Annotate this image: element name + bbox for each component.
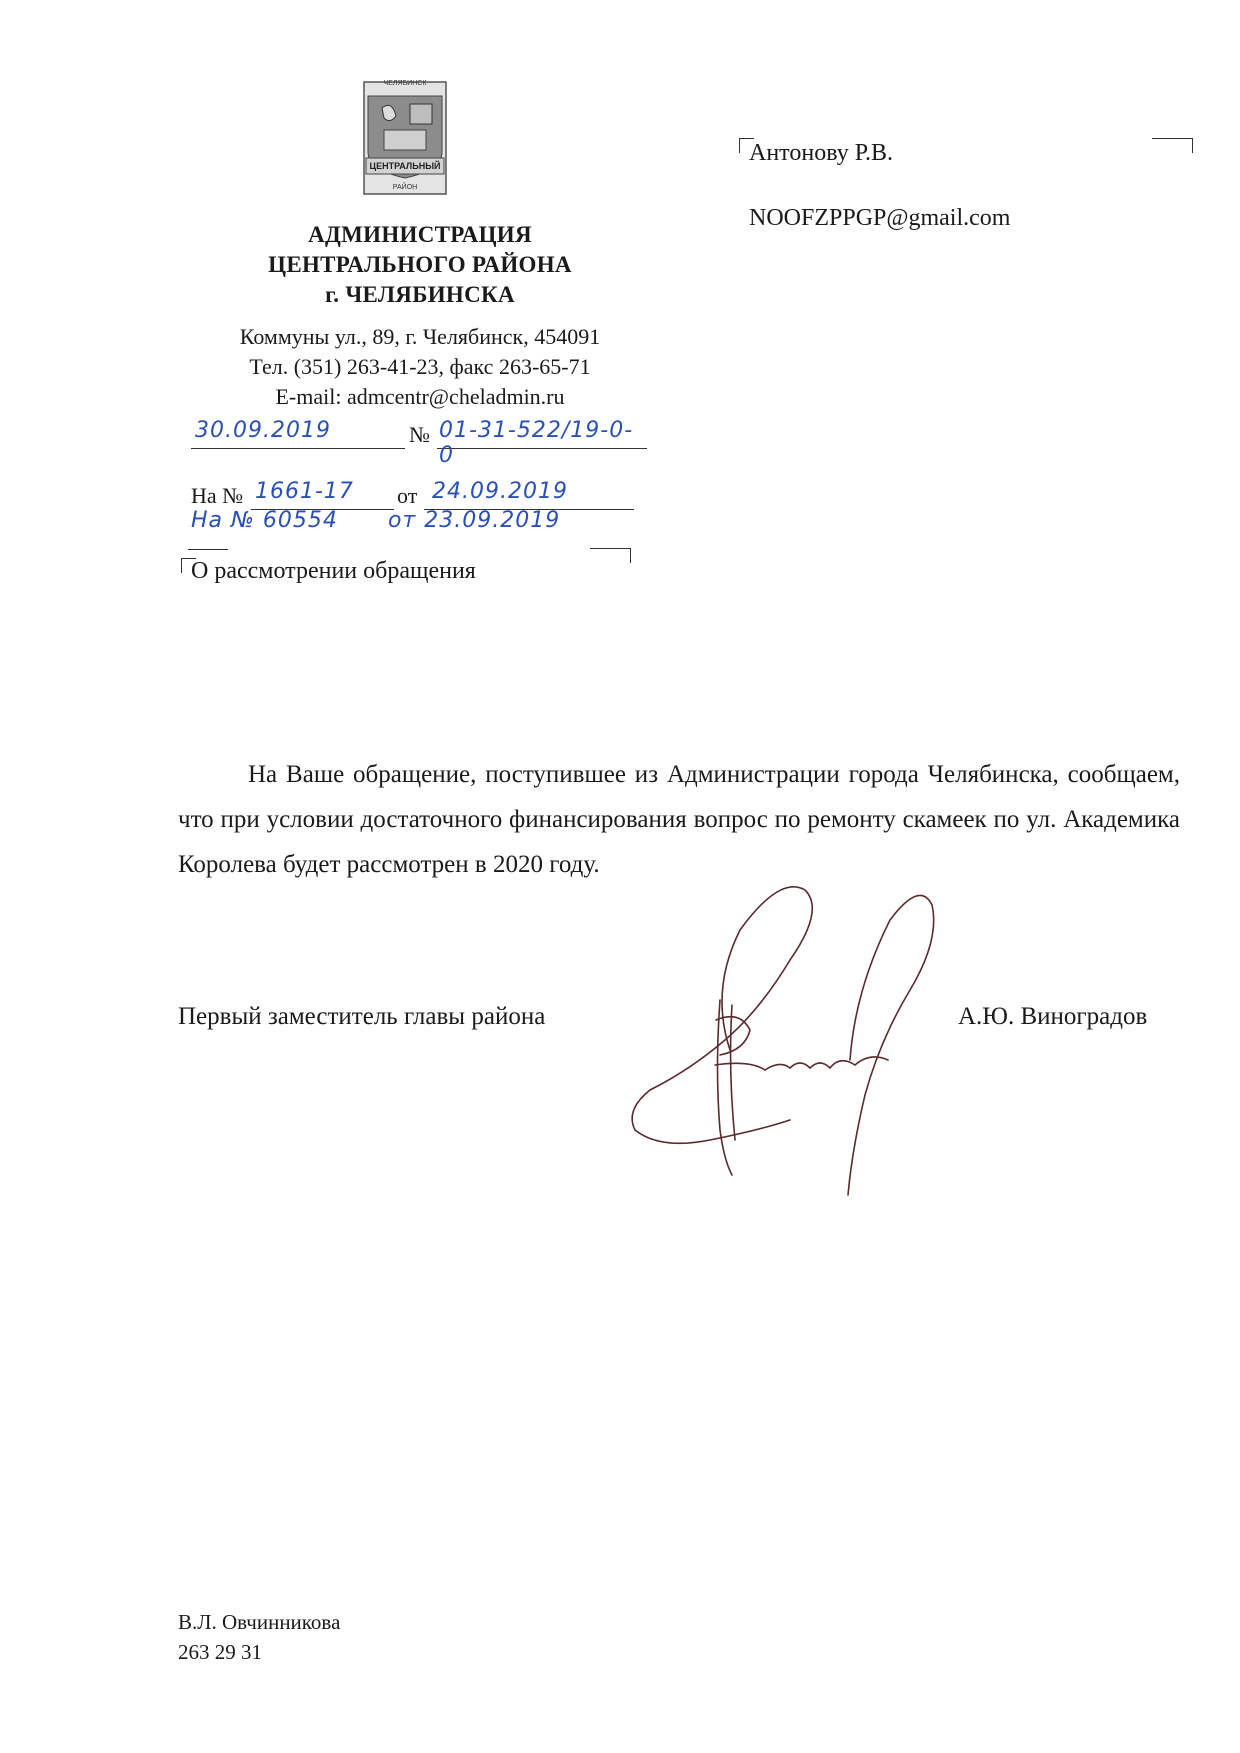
ref-date: 24.09.2019 bbox=[432, 479, 568, 504]
subject-top-rule bbox=[188, 549, 228, 550]
ref-label: На № bbox=[191, 483, 244, 508]
ref-number-field bbox=[251, 481, 394, 510]
ref-date-field bbox=[424, 481, 634, 510]
org-phone: Тел. (351) 263-41-23, факс 263-65-71 bbox=[249, 354, 591, 379]
recipient-name: Антонову Р.В. bbox=[749, 140, 894, 166]
letter-body: На Ваше обращение, поступившее из Администрации города Челябинска, сообщаем, что при условии достаточного финансирования вопрос по ремонту скамеек по ул. Академика Королева будет рассмотрен в 2020 году. bbox=[178, 761, 1180, 878]
district-emblem bbox=[360, 78, 450, 198]
emblem-bottom-text: РАЙОН bbox=[392, 184, 418, 191]
emblem-top-text: ЧЕЛЯБИНСК bbox=[383, 80, 427, 87]
executor-name: В.Л. Овчинникова bbox=[178, 1610, 341, 1634]
reg-date-field bbox=[191, 420, 405, 449]
organization-header bbox=[195, 220, 645, 412]
ref-from-label: от bbox=[397, 483, 418, 508]
subject: О рассмотрении обращения bbox=[191, 558, 476, 584]
org-address: Коммуны ул., 89, г. Челябинск, 454091 bbox=[239, 324, 601, 349]
reg-number: 01-31-522/19-0-0 bbox=[439, 418, 634, 468]
ref2-number: На № 60554 bbox=[191, 508, 338, 533]
handwritten-signature bbox=[620, 870, 940, 1200]
org-line-1: АДМИНИСТРАЦИЯ bbox=[308, 222, 532, 247]
ref-number: 1661-17 bbox=[255, 479, 354, 504]
recipient-email: NOOFZPPGP@gmail.com bbox=[749, 205, 1011, 231]
org-email: E-mail: admcentr@cheladmin.ru bbox=[275, 384, 565, 409]
org-line-3: г. ЧЕЛЯБИНСКА bbox=[325, 282, 515, 307]
signer-position: Первый заместитель главы района bbox=[178, 1003, 546, 1030]
reg-number-label: № bbox=[409, 422, 430, 447]
ref2-date: от 23.09.2019 bbox=[388, 508, 561, 533]
emblem-banner-text: ЦЕНТРАЛЬНЫЙ bbox=[369, 161, 441, 171]
signer-name: А.Ю. Виноградов bbox=[958, 1003, 1148, 1030]
org-line-2: ЦЕНТРАЛЬНОГО РАЙОНА bbox=[268, 252, 572, 277]
recipient-bracket-right bbox=[1152, 138, 1193, 153]
subject-bracket-right bbox=[590, 548, 631, 563]
reg-number-field bbox=[437, 418, 647, 468]
executor-phone: 263 29 31 bbox=[178, 1640, 262, 1664]
reg-date: 30.09.2019 bbox=[195, 418, 331, 443]
